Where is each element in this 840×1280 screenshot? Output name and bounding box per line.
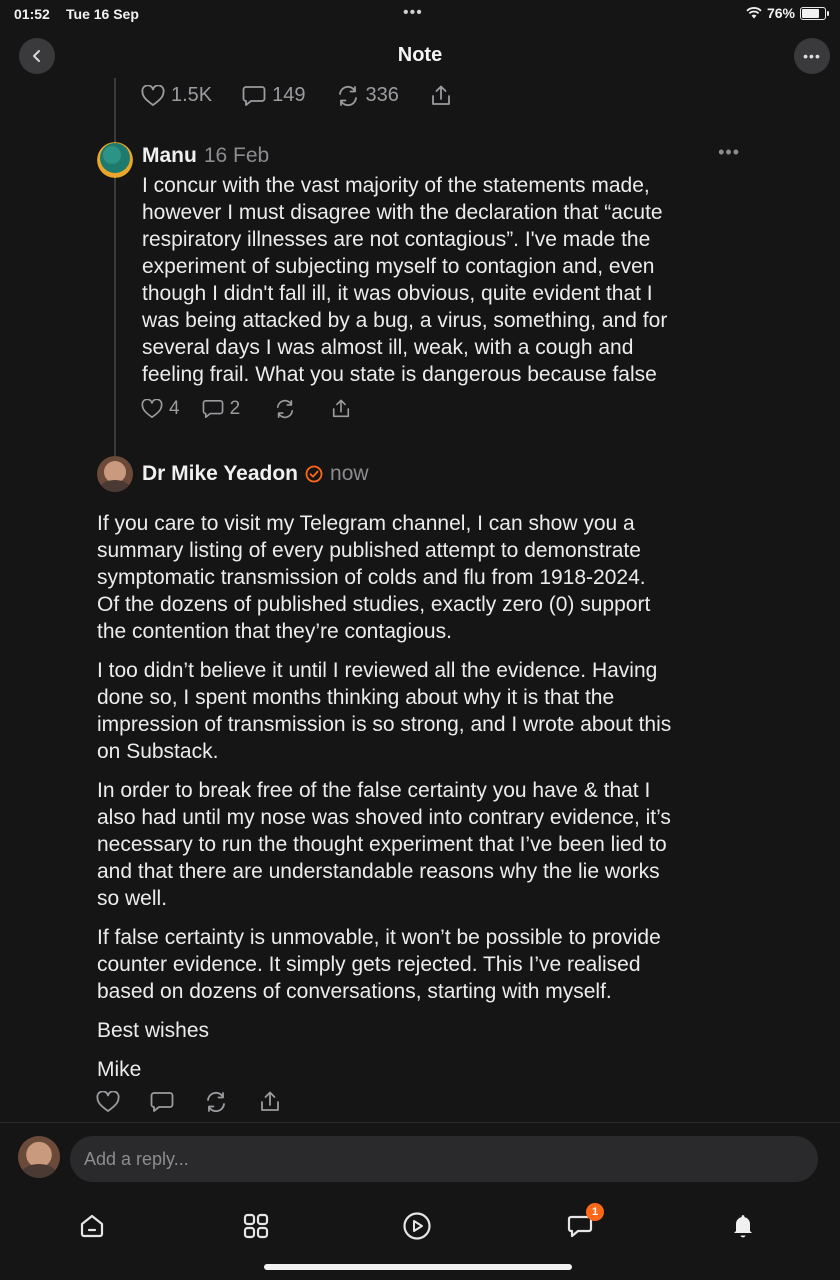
reply-paragraph: If you care to visit my Telegram channel, I can show you a summary listing of every published attempt to demonstrate symptomatic transmission of colds and flu from 1918-2024. Of the dozens of published studies, exactly zero (0) support the contention that they’re contagious.	[97, 512, 651, 643]
tab-notifications[interactable]	[727, 1210, 759, 1242]
wifi-icon	[746, 7, 762, 19]
comment-date: 16 Feb	[203, 144, 270, 167]
share-icon	[330, 399, 352, 419]
comment-icon	[242, 85, 266, 107]
tab-video[interactable]	[401, 1210, 433, 1242]
thread-line	[114, 78, 116, 456]
ellipsis-icon: •••	[803, 48, 821, 64]
bell-icon	[729, 1212, 757, 1240]
share-icon	[258, 1091, 282, 1113]
play-circle-icon	[402, 1211, 432, 1241]
comment-like-count: 4	[169, 398, 180, 419]
status-right	[746, 5, 826, 21]
reply-like-button[interactable]	[96, 1091, 120, 1113]
nav-header	[0, 34, 840, 78]
heart-icon	[96, 1091, 120, 1113]
battery-percent: 76%	[766, 5, 795, 21]
comment-restack-button[interactable]	[274, 399, 296, 419]
reply-paragraph: Mike	[97, 1058, 142, 1081]
reply-share-button[interactable]	[258, 1091, 282, 1113]
home-indicator	[264, 1264, 572, 1270]
current-user-avatar	[18, 1136, 60, 1178]
reply-body	[97, 510, 757, 1095]
comment-share-button[interactable]	[330, 399, 352, 419]
restack-icon	[204, 1091, 228, 1113]
reply-paragraph: If false certainty is unmovable, it won’t be possible to provide counter evidence. It simply gets rejected. This I’ve realised based on dozens of conversations, starting with myself.	[97, 926, 661, 1003]
reply-time: now	[330, 462, 369, 485]
heart-icon	[141, 399, 163, 419]
avatar-mike-yeadon[interactable]	[97, 456, 133, 492]
comment-author[interactable]: Manu	[142, 144, 197, 167]
reply-actions	[96, 1091, 282, 1113]
comment-header	[142, 144, 269, 168]
comment-text: I concur with the vast majority of the statements made, however I must disagree with the declaration that “acute respiratory illnesses are not contagious”. I've made the experiment of subjecting myself to contagion and, even though I didn't fall ill, it was obvious, quite evident that I was being attacked by a bug, a virus, something, and for several days I was almost ill, weak, with a cough and feeling frail. What you state is dangerous because false	[142, 174, 668, 386]
comment-like-button[interactable]	[141, 398, 180, 420]
avatar-manu[interactable]	[97, 142, 133, 178]
verified-badge-icon	[305, 465, 323, 483]
reply-comment-button[interactable]	[150, 1091, 174, 1113]
restack-icon	[274, 399, 296, 419]
note-comment-button[interactable]	[242, 84, 305, 107]
share-icon	[429, 85, 453, 107]
grid-icon	[242, 1212, 270, 1240]
tab-home[interactable]	[76, 1210, 108, 1242]
battery-icon	[800, 7, 826, 20]
comment-reply-button[interactable]	[202, 398, 241, 420]
reply-author[interactable]: Dr Mike Yeadon	[142, 462, 299, 485]
more-options-button[interactable]	[794, 38, 830, 74]
tab-explore[interactable]	[240, 1210, 272, 1242]
heart-icon	[141, 85, 165, 107]
chat-badge: 1	[586, 1203, 604, 1221]
page-title: Note	[397, 44, 443, 66]
reply-bar	[0, 1122, 840, 1194]
note-comment-count: 149	[272, 84, 306, 106]
reply-paragraph: I too didn’t believe it until I reviewed all the evidence. Having done so, I spent months thinking about why it is that the impression of transmission is so strong, and I wrote about this on Substack.	[97, 659, 672, 763]
note-like-button[interactable]	[141, 84, 212, 107]
note-like-count: 1.5K	[171, 84, 213, 106]
restack-icon	[336, 85, 360, 107]
comment-icon	[202, 399, 224, 419]
comment-icon	[150, 1091, 174, 1113]
reply-header	[142, 462, 369, 486]
reply-paragraph: Best wishes	[97, 1019, 210, 1042]
reply-restack-button[interactable]	[204, 1091, 228, 1113]
note-restack-button[interactable]	[336, 84, 399, 107]
reply-paragraph: In order to break free of the false certainty you have & that I also had until my nose was shoved into contrary evidence, it’s necessary to run the thought experiment that I’ve been lied to and that there are understandable reasons why the lie works so well.	[97, 779, 671, 910]
tab-chat[interactable]	[564, 1206, 599, 1242]
comment-reply-count: 2	[229, 398, 241, 419]
note-restack-count: 336	[365, 84, 399, 106]
home-icon	[78, 1212, 106, 1240]
status-bar	[0, 0, 840, 28]
note-actions	[141, 84, 453, 107]
status-time: 01:52	[14, 6, 50, 22]
comment-more-icon[interactable]: •••	[718, 142, 740, 162]
reply-input[interactable]	[70, 1136, 818, 1182]
note-share-button[interactable]	[429, 85, 453, 107]
status-date: Tue 16 Sep	[66, 6, 139, 22]
comment-actions	[141, 398, 352, 420]
multitasking-dots-icon[interactable]: •••	[403, 4, 423, 21]
